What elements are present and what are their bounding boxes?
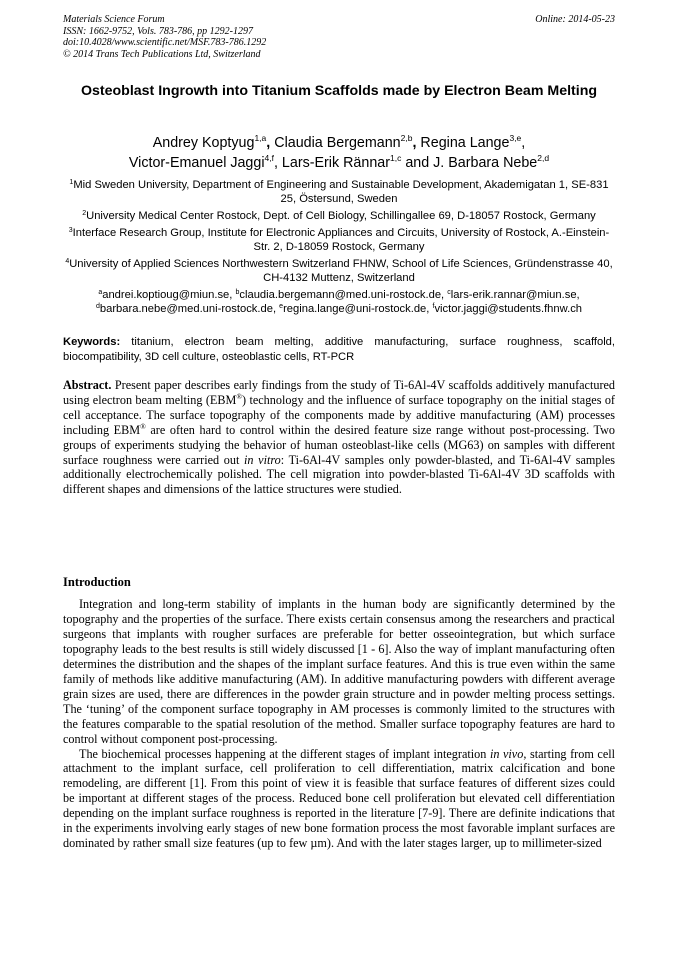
abstract-text: ) technology and the influence of surface topography on the initial stages of cell acceptance. The surface topography of the components made by additive manufacturing (AM) processes including EBM <box>63 392 615 437</box>
abstract-label: Abstract. <box>63 378 112 392</box>
affiliation <box>63 178 615 206</box>
paragraph-text: , starting from cell attachment to the implant surface, cell proliferation to cell differentiation, matrix calcification and bone remodeling, are different [1]. From this point of view it is feasible that surface features of different sizes could be important at different stages of the process. Reduced bone cell proliferation but elevated cell differentiation depending on the implant surface roughness is reported in the literature [7-9]. There are definite indications that in the experiments involving early stages of new bone formation process the most favorable implant surfaces are dominated by rather small size features (up to few µm). And with the later stages larger, up to millimeter-sized <box>63 746 616 851</box>
paragraph-text: The biochemical processes happening at the different stages of implant integration <box>79 746 490 761</box>
affiliation-number: 4 <box>65 258 70 265</box>
affiliation <box>63 257 615 285</box>
email-link[interactable]: andrei.koptioug@miun.se, <box>102 289 233 301</box>
author-affil-sup: 2,b <box>400 133 413 143</box>
author-affil-sup: 1,a <box>254 133 267 143</box>
email-link[interactable]: regina.lange@uni-rostock.de, <box>283 303 430 315</box>
journal-name: Materials Science Forum <box>63 14 165 25</box>
abstract-italic: in vitro <box>244 452 281 467</box>
author-conjunction: and <box>405 155 430 171</box>
email-link[interactable]: victor.jaggi@students.fhnw.ch <box>434 303 583 315</box>
affiliation-number: 2 <box>82 210 87 217</box>
author-list: Andrey Koptyug$^{1,a}$, Claudia Bergemann$^{2,b}$, Regina Lange$^{3,e}$, Victor-Emanuel Jaggi$^{4,f}$, Lars-Erik Rännar$^{1,c}$ and J. Barbara Nebe$^{2,d}$ <box>128 133 550 171</box>
author-name: Regina Lange <box>420 135 510 151</box>
abstract-text: are often hard to control within the desired feature size range without post-processing. Two groups of experiments studying the behavior of human osteoblast-like cells (MG63) on samples with different surface roughness were carried out <box>63 422 615 467</box>
keywords-text: titanium, electron beam melting, additive manufacturing, surface roughness, scaffold, biocompatibility, 3D cell culture, osteoblastic cells, RT-PCR <box>63 336 616 363</box>
email-link[interactable]: barbara.nebe@med.uni-rostock.de, <box>99 303 277 315</box>
intro-paragraph-2 <box>63 747 615 852</box>
author-name: Andrey Koptyug <box>152 135 255 151</box>
affiliations <box>63 178 615 316</box>
author-affil-sup: 4,f <box>264 153 274 163</box>
paper-title: Osteoblast Ingrowth into Titanium Scaffolds made by Electron Beam Melting <box>80 83 598 99</box>
author-name: Claudia Bergemann <box>274 135 401 151</box>
author-affil-sup: 2,d <box>537 153 550 163</box>
affiliation-number: 1 <box>69 179 74 186</box>
abstract-block <box>63 378 615 497</box>
affiliation-text: University Medical Center Rostock, Dept. of Cell Biology, Schillingallee 69, D-18057 Rostock, Germany <box>86 210 596 222</box>
affiliation-text: Interface Research Group, Institute for Electronic Appliances and Circuits, University of Rostock, A.-Einstein-Str. 2, D-18059 Rostock, Germany <box>72 227 610 253</box>
keywords-label: Keywords: <box>63 336 121 348</box>
registered-mark: ® <box>140 421 146 431</box>
registered-mark: ® <box>236 391 243 401</box>
author-affil-sup: 3,e <box>509 133 522 143</box>
doi-line: doi:10.4028/www.scientific.net/MSF.783-786.1292 <box>63 37 267 48</box>
email-link[interactable]: claudia.bergemann@med.uni-rostock.de, <box>239 289 445 301</box>
affiliation-text: University of Applied Sciences Northwestern Switzerland FHNW, School of Life Sciences, Gründenstrasse 40, CH-4132 Muttenz, Switzerland <box>69 258 613 284</box>
email-list: $^a$andrei.koptioug@miun.se, $^b$claudia.bergemann@med.uni-rostock.de, $^c$lars-erik.rannar@miun.se, $^d$barbara.nebe@med.uni-rostock.de, $^e$regina.lange@uni-rostock.de, $^f$victor.jaggi@students.fhnw.ch <box>95 289 583 315</box>
issn-line: ISSN: 1662-9752, Vols. 783-786, pp 1292-1297 <box>63 25 253 37</box>
keywords-block <box>63 335 615 365</box>
email-link[interactable]: lars-erik.rannar@miun.se, <box>450 289 580 301</box>
introduction-body <box>63 597 615 851</box>
author-name: Lars-Erik Rännar <box>281 155 390 171</box>
section-heading-introduction: Introduction <box>63 575 131 589</box>
journal-header <box>63 14 615 60</box>
affiliation <box>63 209 615 223</box>
author-name: Victor-Emanuel Jaggi <box>128 155 265 171</box>
copyright-line: © 2014 Trans Tech Publications Ltd, Switzerland <box>63 48 261 60</box>
affiliation-text: Mid Sweden University, Department of Engineering and Sustainable Development, Akademigatan 1, SE-831 25, Östersund, Sweden <box>73 179 609 205</box>
author-name: J. Barbara Nebe <box>433 155 538 171</box>
affiliation-number: 3 <box>68 227 73 234</box>
abstract-text: Present paper describes early findings from the study of Ti-6Al-4V scaffolds additively manufactured using electron beam melting (EBM <box>63 378 615 407</box>
online-date: Online: 2014-05-23 <box>535 14 615 25</box>
affiliation <box>63 226 615 254</box>
paragraph-italic: in vivo <box>489 746 524 761</box>
intro-paragraph-1: Integration and long-term stability of implants in the human body are significantly determined by the topography and the properties of the surface. There exists certain consensus among the researchers and practical surgeons that implants with rougher surfaces are preferable for better osseointegration, but which surface topography leads to the best results is still widely discussed [1 - 6]. Also the way of implant manufacturing often determines the distribution and the shapes of the implant surface features. And this is true even within the same family of methods like additive manufacturing (AM). In additive manufacturing powders with different average grain sizes are used, there are differences in the powder grain structure and in powder melting process settings. The ‘tuning’ of the component surface topography in AM processes is commonly limited to the structures with the features comparable to the spatial resolution of the method. Smaller surface topography features are hard to control without component post-processing. <box>63 597 615 746</box>
author-affil-sup: 1,c <box>389 153 402 163</box>
abstract-text: : Ti-6Al-4V samples only powder-blasted, and Ti-6Al-4V samples additionally electrochemically polished. The cell migration into powder-blasted Ti-6Al-4V 3D scaffolds with different shapes and dimensions of the lattice structures were studied. <box>63 452 616 497</box>
